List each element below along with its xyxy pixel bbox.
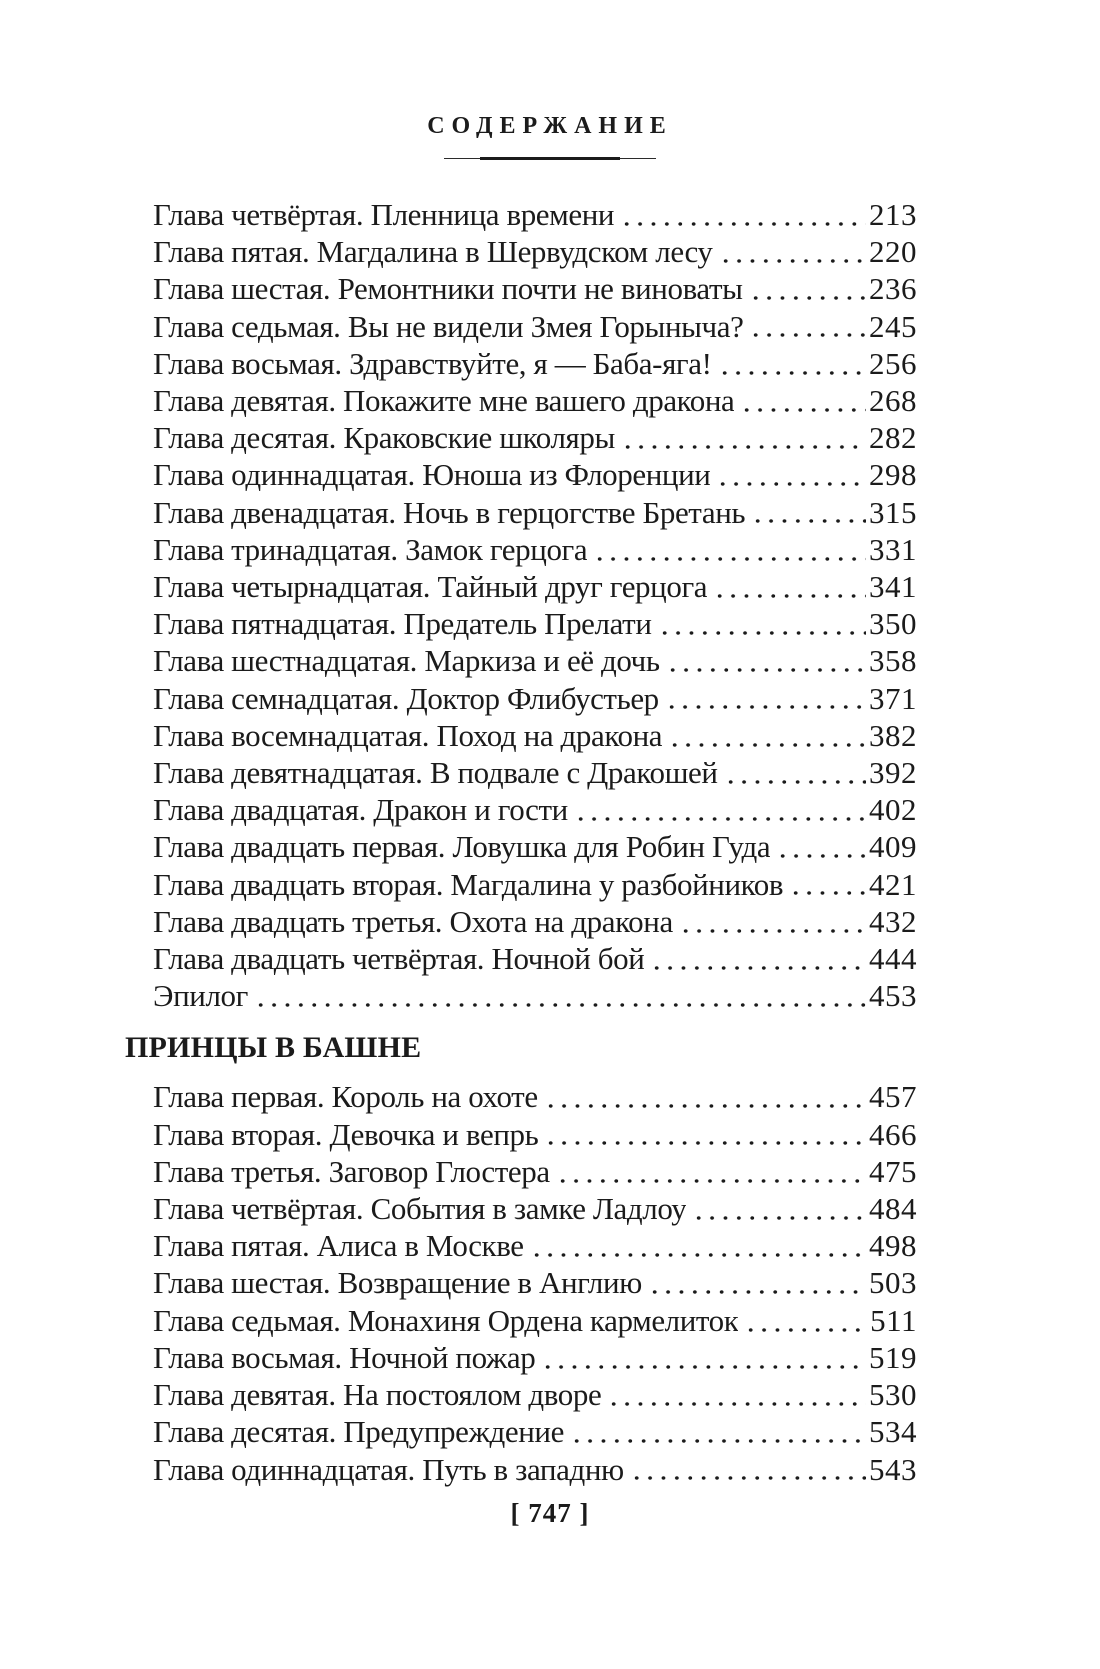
dot-leader — [722, 754, 866, 791]
page-title: СОДЕРЖАНИЕ — [427, 113, 673, 139]
page-footer — [0, 1498, 1100, 1529]
toc-entry-page: 466 — [869, 1116, 917, 1152]
toc-entry-page: 371 — [869, 680, 917, 716]
dot-leader — [747, 270, 866, 307]
toc-entry-title: Глава вторая. Девочка и вепрь — [153, 1116, 539, 1152]
toc-entry-title: Глава пятая. Алиса в Москве — [153, 1228, 524, 1264]
toc-entry-title: Глава двадцатая. Дракон и гости — [153, 792, 568, 828]
toc-entry — [125, 1227, 917, 1264]
toc-entry-title: Глава одиннадцатая. Путь в западню — [153, 1451, 624, 1487]
toc-entry-title: Глава шестая. Ремонтники почти не виноваты — [153, 271, 743, 307]
toc-entry-title: Глава семнадцатая. Доктор Флибустьер — [153, 680, 659, 716]
toc-entry-page: 421 — [869, 866, 917, 902]
toc-entry — [125, 866, 917, 903]
toc-entry — [125, 605, 917, 642]
toc-entry-page: 534 — [869, 1414, 917, 1450]
dot-leader — [656, 605, 866, 642]
toc-entry-page: 453 — [869, 978, 917, 1014]
dot-leader — [690, 1190, 866, 1227]
toc-entry-title: Глава восемнадцатая. Поход на дракона — [153, 717, 663, 753]
toc-entry-page: 341 — [869, 569, 917, 605]
toc-entry — [125, 717, 917, 754]
toc-entry — [125, 1339, 917, 1376]
toc-entry-page: 543 — [869, 1451, 917, 1487]
toc-entry-title: Глава четвёртая. Пленница времени — [153, 197, 615, 232]
toc-entry — [125, 754, 917, 791]
toc-entry-title: Глава двадцать третья. Охота на дракона — [153, 903, 673, 939]
toc-entry-title: Глава первая. Король на охоте — [153, 1079, 538, 1115]
toc-entry-title: Глава третья. Заговор Глостера — [153, 1153, 550, 1189]
toc-entry-title: Глава пятая. Магдалина в Шервудском лесу — [153, 234, 713, 270]
dot-leader — [568, 1413, 866, 1450]
toc-entry-page: 444 — [869, 941, 917, 977]
footer-page-number: [ 747 ] — [510, 1498, 590, 1528]
toc-entry-title: Глава девятая. На постоялом дворе — [153, 1377, 602, 1413]
dot-leader — [664, 642, 866, 679]
dot-leader — [572, 791, 866, 828]
toc-entry-page: 519 — [869, 1339, 917, 1375]
toc-entry — [125, 791, 917, 828]
toc-entry-page: 256 — [869, 345, 917, 381]
dot-leader — [716, 345, 866, 382]
toc-entry — [125, 1116, 917, 1153]
toc-entry-title: Глава двадцать четвёртая. Ночной бой — [153, 941, 645, 977]
dot-leader — [648, 940, 866, 977]
toc-entry — [125, 308, 917, 345]
toc-entry-page: 220 — [869, 234, 917, 270]
toc-entry — [125, 382, 917, 419]
toc-entry-title: Глава восьмая. Ночной пожар — [153, 1339, 536, 1375]
toc-entry-title: Глава седьмая. Вы не видели Змея Горыныча? — [153, 308, 744, 344]
toc-entry-page: 350 — [869, 606, 917, 642]
toc-entry-title: Глава двадцать вторая. Магдалина у разбойников — [153, 866, 784, 902]
dot-leader — [666, 717, 866, 754]
toc-entry-page: 213 — [869, 197, 917, 232]
dot-leader — [738, 382, 866, 419]
toc-entry-page: 236 — [869, 271, 917, 307]
toc-entry-title: Глава седьмая. Монахиня Ордена кармелиток — [153, 1302, 739, 1338]
toc-entry-page: 268 — [869, 383, 917, 419]
toc-entry-page: 511 — [870, 1302, 917, 1338]
toc-entry-title: Глава четвёртая. События в замке Ладлоу — [153, 1191, 687, 1227]
toc-entry-title: Глава двадцать первая. Ловушка для Робин Гуда — [153, 829, 771, 865]
toc-entry-title: Глава шестая. Возвращение в Англию — [153, 1265, 642, 1301]
toc-entry-title: Глава шестнадцатая. Маркиза и её дочь — [153, 643, 660, 679]
toc-entry — [125, 494, 917, 531]
dot-leader — [528, 1227, 866, 1264]
toc-entry — [125, 903, 917, 940]
dot-leader — [542, 1116, 866, 1153]
dot-leader — [749, 494, 866, 531]
toc-entry-title: Глава восьмая. Здравствуйте, я — Баба-яга! — [153, 345, 712, 381]
dot-leader — [663, 680, 866, 717]
toc-entry-title: Глава одиннадцатая. Юноша из Флоренции — [153, 457, 711, 493]
toc-entry — [125, 940, 917, 977]
toc-entry-title: Глава двенадцатая. Ночь в герцогстве Бретань — [153, 494, 746, 530]
dot-leader — [646, 1264, 866, 1301]
dot-leader — [618, 196, 866, 233]
toc-entry — [125, 680, 917, 717]
toc-entry-page: 331 — [869, 531, 917, 567]
toc-entry-page: 245 — [869, 308, 917, 344]
toc-entry-title: Глава десятая. Краковские школяры — [153, 420, 615, 456]
toc-entry-title: Глава десятая. Предупреждение — [153, 1414, 564, 1450]
toc-entry-page: 282 — [869, 420, 917, 456]
toc-entry — [125, 531, 917, 568]
dot-leader — [714, 456, 866, 493]
toc-entry — [125, 828, 917, 865]
toc-entry-page: 457 — [869, 1079, 917, 1115]
toc-entry-page: 402 — [869, 792, 917, 828]
dot-leader — [539, 1339, 866, 1376]
toc-entry — [125, 1302, 917, 1339]
toc-entry — [125, 345, 917, 382]
dot-leader — [742, 1302, 867, 1339]
toc-entry-page: 484 — [869, 1191, 917, 1227]
toc-entry-page: 392 — [869, 755, 917, 791]
toc-entry-page: 382 — [869, 717, 917, 753]
dot-leader — [554, 1153, 866, 1190]
toc-entry — [125, 642, 917, 679]
toc-entry — [125, 1451, 917, 1488]
toc-entry-page: 530 — [869, 1377, 917, 1413]
toc-section — [125, 196, 917, 1014]
toc-entry — [125, 270, 917, 307]
dot-leader — [677, 903, 866, 940]
toc-entry — [125, 568, 917, 605]
toc — [125, 196, 917, 1488]
toc-entry — [125, 1190, 917, 1227]
toc-entry — [125, 1376, 917, 1413]
toc-entry — [125, 1264, 917, 1301]
toc-entry-title: Глава тринадцатая. Замок герцога — [153, 531, 588, 567]
toc-entry-page: 298 — [869, 457, 917, 493]
dot-leader — [711, 568, 866, 605]
toc-entry-title: Глава пятнадцатая. Предатель Прелати — [153, 606, 652, 642]
toc-entry-page: 315 — [869, 494, 917, 530]
dot-leader — [774, 828, 866, 865]
toc-entry — [125, 233, 917, 270]
toc-section — [125, 1028, 917, 1487]
toc-entry-title: Глава девятая. Покажите мне вашего дракона — [153, 383, 735, 419]
dot-leader — [787, 866, 866, 903]
toc-entry — [125, 1153, 917, 1190]
toc-entry-title: Эпилог — [153, 978, 248, 1014]
toc-entry — [125, 456, 917, 493]
dot-leader — [252, 977, 866, 1014]
dot-leader — [747, 308, 866, 345]
dot-leader — [628, 1451, 866, 1488]
page-header — [0, 0, 1100, 160]
dot-leader — [591, 531, 866, 568]
dot-leader — [619, 419, 866, 456]
toc-entry — [125, 977, 917, 1014]
header-rule — [444, 157, 656, 160]
dot-leader — [717, 233, 867, 270]
dot-leader — [542, 1078, 866, 1115]
toc-entry — [125, 1078, 917, 1115]
toc-entry-page: 358 — [869, 643, 917, 679]
toc-entry-page: 475 — [869, 1153, 917, 1189]
toc-entry — [125, 196, 917, 233]
toc-entry-page: 409 — [869, 829, 917, 865]
toc-entry-page: 432 — [869, 903, 917, 939]
toc-entry-page: 503 — [869, 1265, 917, 1301]
dot-leader — [605, 1376, 866, 1413]
toc-entry-title: Глава четырнадцатая. Тайный друг герцога — [153, 569, 708, 605]
toc-entry-page: 498 — [869, 1228, 917, 1264]
toc-entry — [125, 1413, 917, 1450]
section-heading: ПРИНЦЫ В БАШНЕ — [125, 1031, 422, 1065]
toc-entry-title: Глава девятнадцатая. В подвале с Дракошей — [153, 755, 718, 791]
toc-entry — [125, 419, 917, 456]
